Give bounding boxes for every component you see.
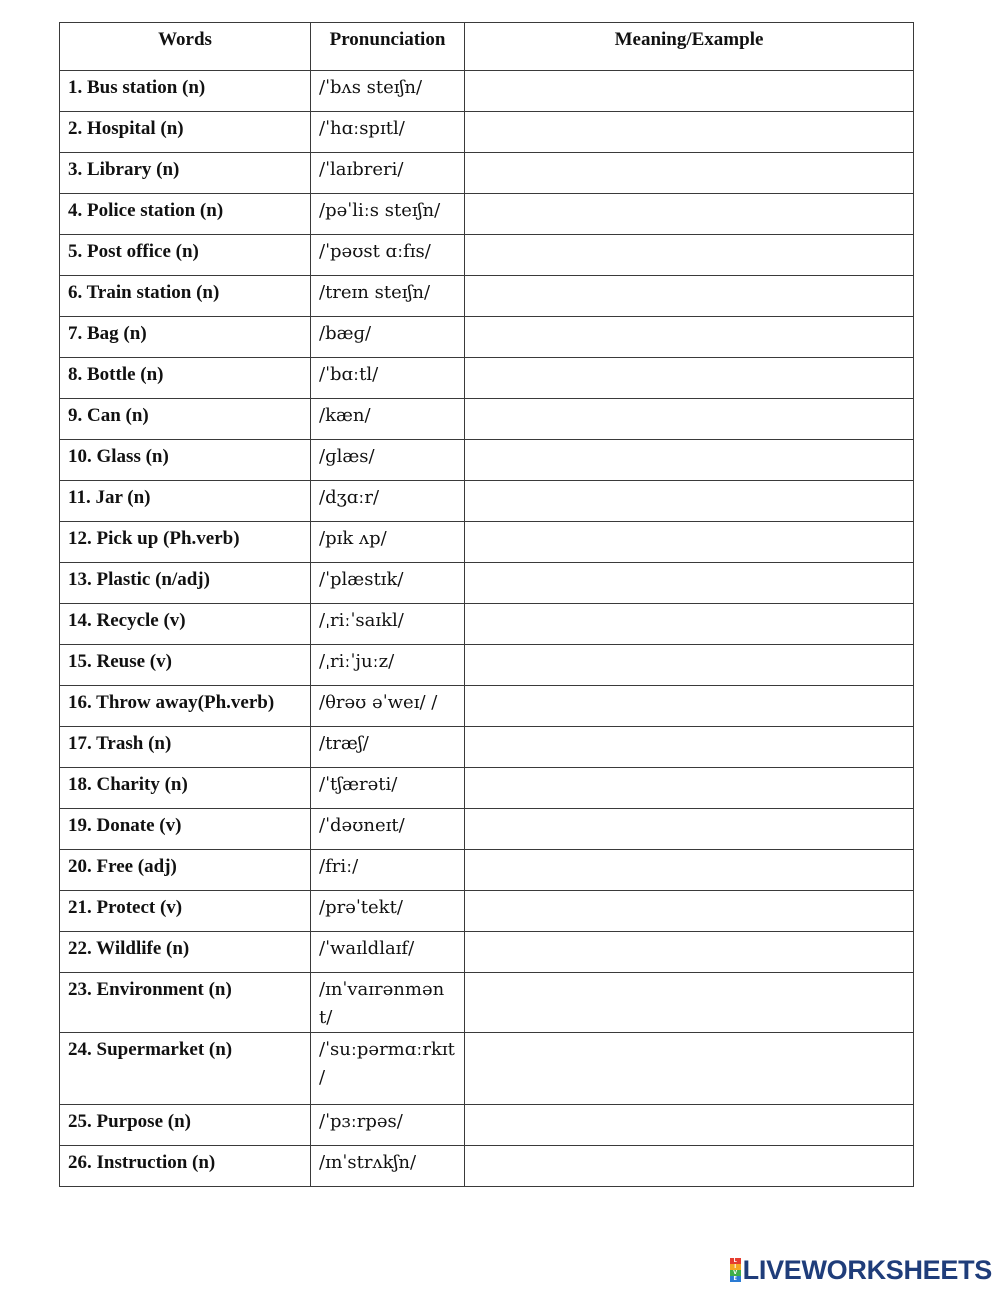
word-cell: 22. Wildlife (n) <box>60 932 311 973</box>
pronunciation-cell: /ˈdəʊneɪt/ <box>311 809 465 850</box>
meaning-cell[interactable] <box>465 235 914 276</box>
meaning-cell[interactable] <box>465 809 914 850</box>
table-body <box>60 71 914 1187</box>
table-row <box>60 358 914 399</box>
table-row <box>60 563 914 604</box>
pronunciation-cell: /ˈhɑːspɪtl/ <box>311 112 465 153</box>
pronunciation-cell: /ɪnˈvaɪrənmənt/ <box>311 973 465 1033</box>
table-row <box>60 604 914 645</box>
table-row <box>60 932 914 973</box>
word-cell: 10. Glass (n) <box>60 440 311 481</box>
meaning-cell[interactable] <box>465 1033 914 1105</box>
pronunciation-cell: /ɡlæs/ <box>311 440 465 481</box>
word-cell: 19. Donate (v) <box>60 809 311 850</box>
word-cell: 2. Hospital (n) <box>60 112 311 153</box>
pronunciation-cell: /ˈpəʊst ɑːfɪs/ <box>311 235 465 276</box>
table-row <box>60 727 914 768</box>
vocabulary-table <box>59 22 914 1187</box>
meaning-cell[interactable] <box>465 645 914 686</box>
meaning-cell[interactable] <box>465 563 914 604</box>
word-cell: 7. Bag (n) <box>60 317 311 358</box>
word-cell: 16. Throw away(Ph.verb) <box>60 686 311 727</box>
meaning-cell[interactable] <box>465 194 914 235</box>
brand-name: LIVEWORKSHEETS <box>742 1255 992 1285</box>
table-row <box>60 1146 914 1187</box>
table-row <box>60 522 914 563</box>
meaning-cell[interactable] <box>465 768 914 809</box>
table-row <box>60 850 914 891</box>
pronunciation-cell: /pəˈliːs steɪʃn/ <box>311 194 465 235</box>
brand-badge-segment: E <box>730 1276 741 1282</box>
liveworksheets-logo <box>730 1257 992 1283</box>
word-cell: 8. Bottle (n) <box>60 358 311 399</box>
pronunciation-cell: /ˈpɜːrpəs/ <box>311 1105 465 1146</box>
meaning-cell[interactable] <box>465 399 914 440</box>
table-row <box>60 153 914 194</box>
word-cell: 5. Post office (n) <box>60 235 311 276</box>
pronunciation-cell: /træʃ/ <box>311 727 465 768</box>
table-row <box>60 235 914 276</box>
brand-badge-icon <box>730 1258 741 1282</box>
table-row <box>60 1033 914 1105</box>
pronunciation-cell: /dʒɑːr/ <box>311 481 465 522</box>
meaning-cell[interactable] <box>465 1146 914 1187</box>
word-cell: 1. Bus station (n) <box>60 71 311 112</box>
word-cell: 3. Library (n) <box>60 153 311 194</box>
pronunciation-cell: /ˈwaɪldlaɪf/ <box>311 932 465 973</box>
meaning-cell[interactable] <box>465 481 914 522</box>
pronunciation-cell: /bæɡ/ <box>311 317 465 358</box>
header-meaning-example: Meaning/Example <box>465 23 914 71</box>
pronunciation-cell: /ˈtʃærəti/ <box>311 768 465 809</box>
word-cell: 13. Plastic (n/adj) <box>60 563 311 604</box>
meaning-cell[interactable] <box>465 727 914 768</box>
table-row <box>60 71 914 112</box>
pronunciation-cell: /ˌriːˈsaɪkl/ <box>311 604 465 645</box>
pronunciation-cell: /θrəʊ əˈweɪ/ / <box>311 686 465 727</box>
word-cell: 17. Trash (n) <box>60 727 311 768</box>
meaning-cell[interactable] <box>465 358 914 399</box>
word-cell: 25. Purpose (n) <box>60 1105 311 1146</box>
word-cell: 12. Pick up (Ph.verb) <box>60 522 311 563</box>
table-row <box>60 440 914 481</box>
table-row <box>60 112 914 153</box>
brand-badge-segment: I <box>730 1264 741 1270</box>
word-cell: 6. Train station (n) <box>60 276 311 317</box>
word-cell: 11. Jar (n) <box>60 481 311 522</box>
table-row <box>60 973 914 1033</box>
word-cell: 14. Recycle (v) <box>60 604 311 645</box>
meaning-cell[interactable] <box>465 604 914 645</box>
meaning-cell[interactable] <box>465 686 914 727</box>
table-row <box>60 768 914 809</box>
pronunciation-cell: /friː/ <box>311 850 465 891</box>
table-row <box>60 399 914 440</box>
meaning-cell[interactable] <box>465 973 914 1033</box>
word-cell: 20. Free (adj) <box>60 850 311 891</box>
table-row <box>60 194 914 235</box>
table-row <box>60 645 914 686</box>
table-row <box>60 481 914 522</box>
table-row <box>60 1105 914 1146</box>
table-row <box>60 276 914 317</box>
meaning-cell[interactable] <box>465 71 914 112</box>
pronunciation-cell: /ˈsuːpərmɑːrkɪt / <box>311 1033 465 1105</box>
word-cell: 24. Supermarket (n) <box>60 1033 311 1105</box>
table-row <box>60 686 914 727</box>
meaning-cell[interactable] <box>465 522 914 563</box>
word-cell: 4. Police station (n) <box>60 194 311 235</box>
pronunciation-cell: /kæn/ <box>311 399 465 440</box>
word-cell: 15. Reuse (v) <box>60 645 311 686</box>
word-cell: 21. Protect (v) <box>60 891 311 932</box>
pronunciation-cell: /ˈplæstɪk/ <box>311 563 465 604</box>
pronunciation-cell: /treɪn steɪʃn/ <box>311 276 465 317</box>
word-cell: 9. Can (n) <box>60 399 311 440</box>
word-cell: 26. Instruction (n) <box>60 1146 311 1187</box>
pronunciation-cell: /pɪk ʌp/ <box>311 522 465 563</box>
meaning-cell[interactable] <box>465 153 914 194</box>
header-words: Words <box>60 23 311 71</box>
table-row <box>60 317 914 358</box>
header-pronunciation: Pronunciation <box>311 23 465 71</box>
meaning-cell[interactable] <box>465 440 914 481</box>
meaning-cell[interactable] <box>465 112 914 153</box>
table-row <box>60 809 914 850</box>
pronunciation-cell: /ˈlaɪbreri/ <box>311 153 465 194</box>
pronunciation-cell: /ˈbʌs steɪʃn/ <box>311 71 465 112</box>
meaning-cell[interactable] <box>465 317 914 358</box>
meaning-cell[interactable] <box>465 1105 914 1146</box>
brand-badge-segment: L <box>730 1258 741 1264</box>
pronunciation-cell: /ˌriːˈjuːz/ <box>311 645 465 686</box>
brand-badge-segment: V <box>730 1270 741 1276</box>
meaning-cell[interactable] <box>465 276 914 317</box>
table-row <box>60 891 914 932</box>
pronunciation-cell: /ɪnˈstrʌkʃn/ <box>311 1146 465 1187</box>
table-header-row <box>60 23 914 71</box>
pronunciation-cell: /prəˈtekt/ <box>311 891 465 932</box>
meaning-cell[interactable] <box>465 932 914 973</box>
meaning-cell[interactable] <box>465 850 914 891</box>
word-cell: 18. Charity (n) <box>60 768 311 809</box>
word-cell: 23. Environment (n) <box>60 973 311 1033</box>
meaning-cell[interactable] <box>465 891 914 932</box>
pronunciation-cell: /ˈbɑːtl/ <box>311 358 465 399</box>
